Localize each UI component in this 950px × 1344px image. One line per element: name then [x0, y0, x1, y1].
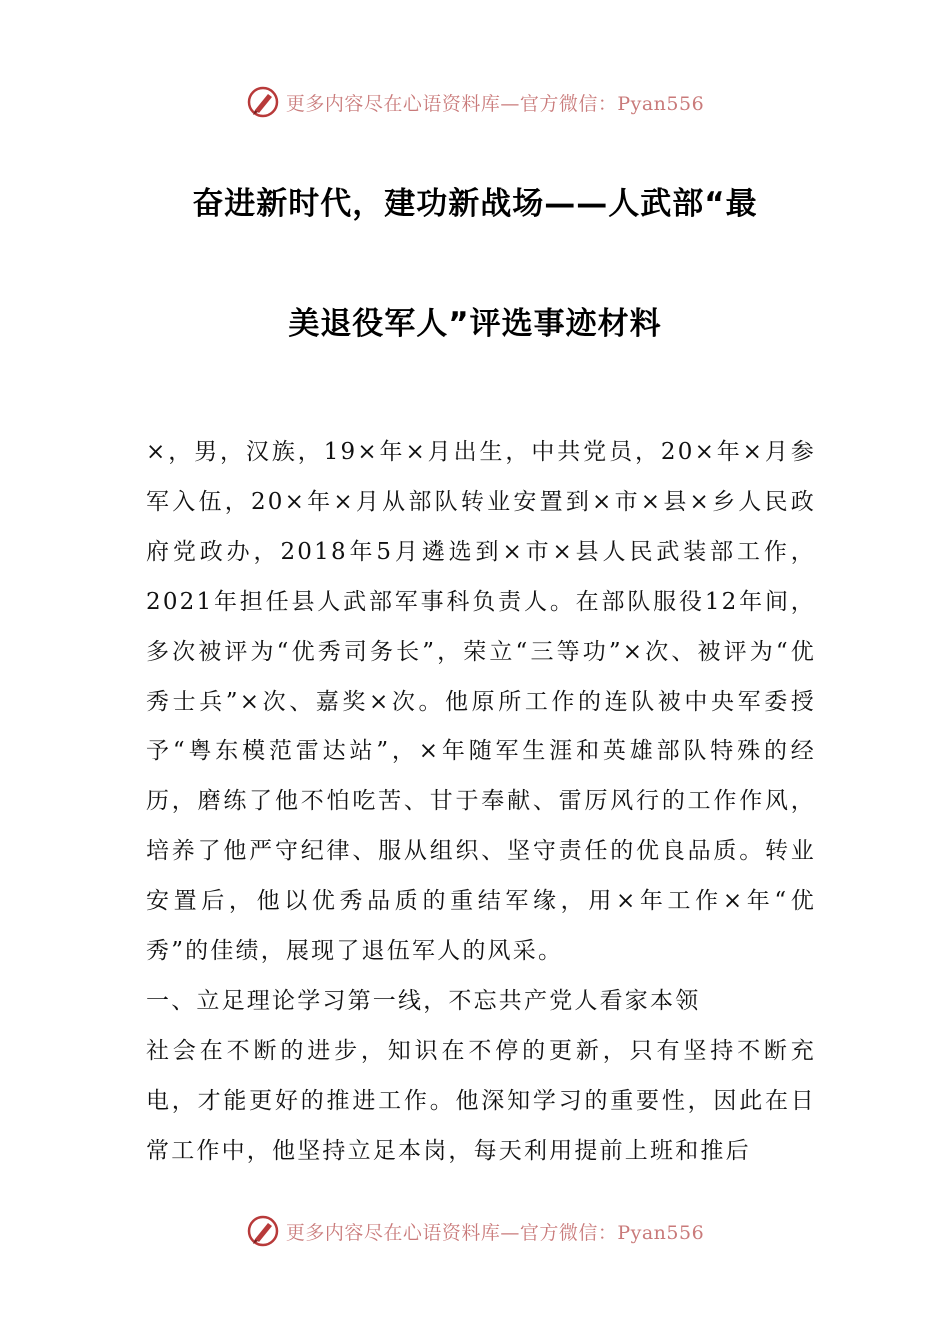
- page-title-line-2: 美退役军人”评选事迹材料: [288, 306, 662, 342]
- watermark-footer: [0, 1211, 950, 1251]
- watermark-header: [0, 82, 950, 122]
- section-heading: 一、立足理论学习第一线，不忘共产党人看家本领: [146, 987, 701, 1014]
- pen-circle-logo-icon: [246, 1214, 280, 1248]
- body-paragraph: ×，男，汉族，19×年×月出生，中共党员，20×年×月参军入伍，20×年×月从部队转业安置到×市×县×乡人民政府党政办，2018年5月遴选到×市×县人民武装部工作，2021年担任县人武部军事科负责人。在部队服役12年间，多次被评为“优秀司务长”，荣立“三等功”×次、被评为“优秀士兵”×次、嘉奖×次。他原所工作的连队被中央军委授予“粤东模范雷达站”，×年随军生涯和英雄部队特殊的经历，磨练了他不怕吃苦、甘于奉献、雷厉风行的工作作风，培养了他严守纪律、服从组织、坚守责任的优良品质。转业安置后，他以优秀品质的重结军缘，用×年工作×年“优秀”的佳绩，展现了退伍军人的风采。: [146, 439, 816, 965]
- watermark-text: 更多内容尽在心语资料库—官方微信：Pyan556: [285, 1221, 705, 1244]
- page-title-line-1: 奋进新时代，建功新战场——人武部“最: [192, 186, 758, 222]
- watermark-text: 更多内容尽在心语资料库—官方微信：Pyan556: [285, 92, 705, 115]
- document-body: [146, 428, 816, 1177]
- body-paragraph: 社会在不断的进步，知识在不停的更新，只有坚持不断充电，才能更好的推进工作。他深知学习的重要性，因此在日常工作中，他坚持立足本岗，每天利用提前上班和推后: [146, 1037, 816, 1164]
- pen-circle-logo-icon: [246, 85, 280, 119]
